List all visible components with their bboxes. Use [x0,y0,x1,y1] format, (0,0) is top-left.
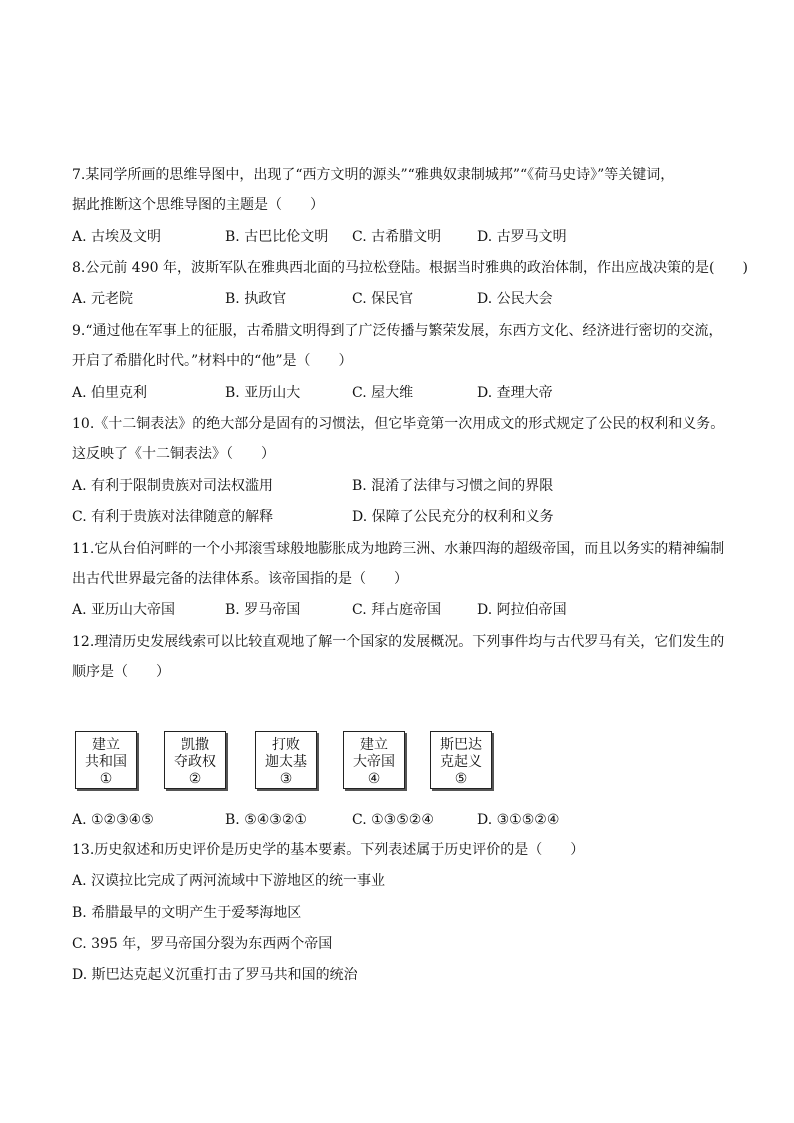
event-box-4 [343,731,405,789]
q9-stem-line-2: 开启了希腊化时代。”材料中的“他”是（ ） [72,353,353,369]
q7-stem-line-1: 7.某同学所画的思维导图中，出现了“西方文明的源头”“雅典奴隶制城邦”“《荷马史诗》”等关键词， [72,167,675,183]
q8-option-b[interactable]: B. 执政官 [225,291,287,307]
q12-stem-line-2: 顺序是（ ） [72,664,170,680]
event-box-3 [255,731,317,789]
q7-option-c[interactable]: C. 古希腊文明 [352,229,442,245]
q11-option-a[interactable]: A. 亚历山大帝国 [72,602,176,618]
q9-option-a[interactable]: A. 伯里克利 [72,385,148,401]
q10-option-c[interactable]: C. 有利于贵族对法律随意的解释 [72,509,274,525]
event-box-number: ③ [279,771,293,787]
event-box-line1: 建立 [360,737,388,753]
q11-stem-line-1: 11.它从台伯河畔的一个小邦滚雪球般地膨胀成为地跨三洲、水兼四海的超级帝国，而且以务实的精神编制 [72,541,725,557]
event-box-line2: 大帝国 [353,754,395,770]
q7-option-b[interactable]: B. 古巴比伦文明 [225,229,329,245]
q13-option-b[interactable]: B. 希腊最早的文明产生于爱琴海地区 [72,905,302,921]
q10-option-d[interactable]: D. 保障了公民充分的权利和义务 [352,509,554,525]
q13-option-d[interactable]: D. 斯巴达克起义沉重打击了罗马共和国的统治 [72,967,358,983]
event-box-number: ① [99,771,113,787]
event-box-1 [75,731,137,789]
event-box-line1: 凯撒 [181,737,209,753]
q11-option-b[interactable]: B. 罗马帝国 [225,602,301,618]
q7-option-d[interactable]: D. 古罗马文明 [477,229,567,245]
q11-option-c[interactable]: C. 拜占庭帝国 [352,602,442,618]
q11-option-d[interactable]: D. 阿拉伯帝国 [477,602,567,618]
event-box-2 [164,731,226,789]
q8-option-a[interactable]: A. 元老院 [72,291,134,307]
event-box-line1: 建立 [92,737,120,753]
q12-option-a[interactable]: A. ①②③④⑤ [72,812,154,828]
q13-stem-line-1: 13.历史叙述和历史评价是历史学的基本要素。下列表述属于历史评价的是（ ） [72,842,585,858]
event-box-5 [430,731,492,789]
q12-option-b[interactable]: B. ⑤④③②① [225,812,307,828]
q10-stem-line-2: 这反映了《十二铜表法》（ ） [72,446,275,462]
q12-option-d[interactable]: D. ③①⑤②④ [477,812,560,828]
q12-stem-line-1: 12.理清历史发展线索可以比较直观地了解一个国家的发展概况。下列事件均与古代罗马有关，它们发生的 [72,634,725,650]
q9-stem-line-1: 9.“通过他在军事上的征服，古希腊文明得到了广泛传播与繁荣发展，东西方文化、经济进行密切的交流， [72,323,723,339]
event-box-line1: 打败 [272,737,300,753]
q10-stem-line-1: 10.《十二铜表法》的绝大部分是固有的习惯法，但它毕竟第一次用成文的形式规定了公民的权利和义务。 [72,416,725,432]
event-box-line2: 迦太基 [265,754,307,770]
q9-option-b[interactable]: B. 亚历山大 [225,385,301,401]
event-box-line2: 夺政权 [174,754,216,770]
q7-option-a[interactable]: A. 古埃及文明 [72,229,162,245]
q10-option-b[interactable]: B. 混淆了法律与习惯之间的界限 [352,478,554,494]
event-box-number: ② [188,771,202,787]
event-box-line2: 克起义 [440,754,482,770]
event-box-number: ⑤ [454,771,468,787]
event-boxes [75,731,505,795]
q12-option-c[interactable]: C. ①③⑤②④ [352,812,434,828]
q8-stem-line-1: 8.公元前 490 年，波斯军队在雅典西北面的马拉松登陆。根据当时雅典的政治体制，作出应战决策的是( ) [72,260,748,276]
q10-option-a[interactable]: A. 有利于限制贵族对司法权滥用 [72,478,274,494]
event-box-number: ④ [367,771,381,787]
q11-stem-line-2: 出古代世界最完备的法律体系。该帝国指的是（ ） [72,571,408,587]
q13-option-c[interactable]: C. 395 年，罗马帝国分裂为东西两个帝国 [72,936,333,952]
event-box-line2: 共和国 [85,754,127,770]
q8-option-d[interactable]: D. 公民大会 [477,291,553,307]
q7-stem-line-2: 据此推断这个思维导图的主题是（ ） [72,197,324,213]
q8-option-c[interactable]: C. 保民官 [352,291,414,307]
q9-option-d[interactable]: D. 查理大帝 [477,385,553,401]
q13-option-a[interactable]: A. 汉谟拉比完成了两河流域中下游地区的统一事业 [72,873,386,889]
q9-option-c[interactable]: C. 屋大维 [352,385,414,401]
event-box-line1: 斯巴达 [440,737,482,753]
